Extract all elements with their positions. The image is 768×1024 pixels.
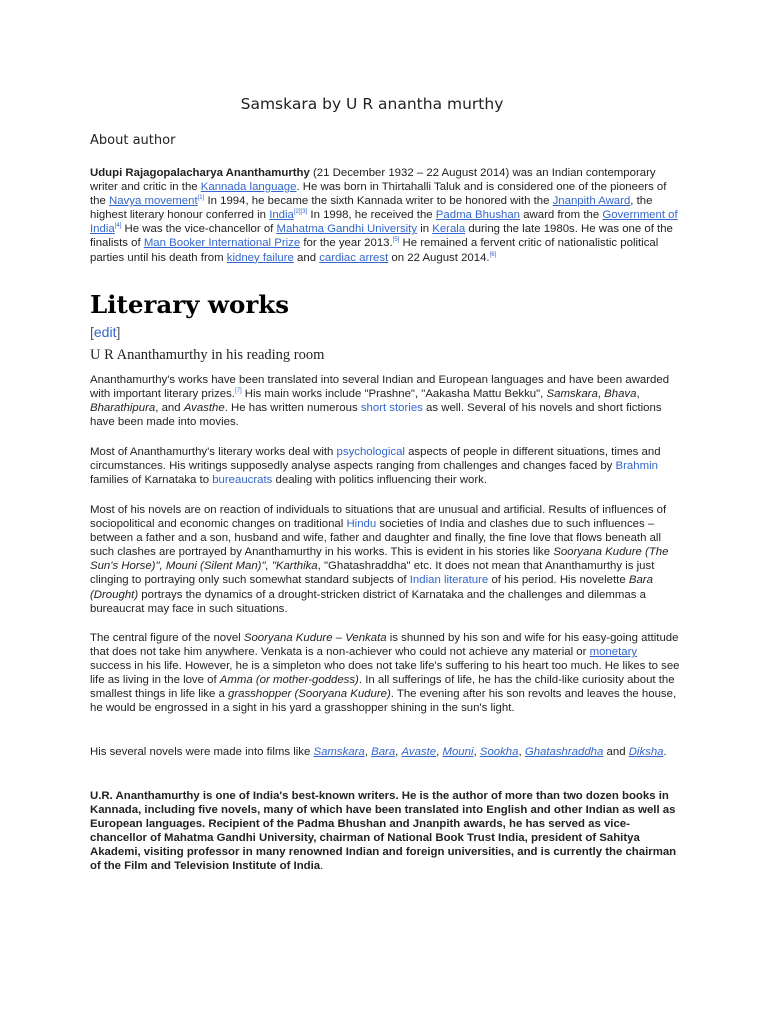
literary-works-heading: Literary works: [90, 290, 290, 319]
link-jnanpith-award[interactable]: Jnanpith Award: [552, 195, 631, 208]
text: ,: [364, 746, 372, 758]
text: He remained a fervent critic of nationalistic political parties until his death from: [90, 237, 659, 264]
edit-bracket-close: ]: [116, 324, 121, 340]
image-caption: U R Ananthamurthy in his reading room: [90, 347, 325, 363]
link-government-of-india[interactable]: Government of India: [90, 209, 678, 236]
about-author-heading: About author: [90, 133, 176, 148]
text: ,: [436, 746, 443, 758]
text: and: [603, 746, 629, 758]
text: His several novels were made into films like: [90, 746, 314, 758]
themes-paragraph: [90, 445, 680, 487]
text: for the year 2013.: [300, 237, 393, 250]
text: ,: [518, 746, 525, 758]
text: is shunned by his son and wife for his easy-going attitude that does not take him anywhere. Venkata is a non-achiever who could not achieve any material or: [90, 632, 679, 659]
text: families of Karnataka to: [90, 474, 213, 487]
text: Most of his novels are on reaction of individuals to situations that are unusual and artificial. Results of influences of sociopolitical and economic changes on traditional: [90, 504, 667, 531]
text: and: [293, 251, 320, 264]
text: , and: [155, 402, 184, 415]
edit-link[interactable]: edit: [93, 324, 117, 340]
work-title: Avasthe: [183, 402, 225, 415]
link-film-mouni[interactable]: Mouni: [442, 746, 474, 758]
link-film-diksha[interactable]: Diksha: [628, 746, 664, 758]
link-brahmin[interactable]: Brahmin: [615, 460, 658, 473]
text: .: [320, 860, 324, 873]
text: His main works include "Prashne", "Aakasha Mattu Bekku",: [241, 388, 547, 401]
link-short-stories[interactable]: short stories: [360, 402, 423, 415]
italic-phrase: grasshopper (Sooryana Kudure): [228, 688, 391, 701]
citation-7[interactable]: [7]: [234, 388, 242, 395]
summary-paragraph: [90, 789, 680, 874]
novels-paragraph: [90, 503, 680, 616]
text: Ananthamurthy's works have been translated into several Indian and European languages and have been awarded with important literary prizes.: [90, 374, 670, 401]
citation-5[interactable]: [5]: [392, 237, 400, 244]
biography-paragraph: [90, 166, 680, 265]
work-title: Bharathipura: [90, 402, 156, 415]
link-navya-movement[interactable]: Navya movement: [109, 195, 198, 208]
text: , "Ghatashraddha" etc. It does not mean that Ananthamurthy is just clinging to portraying only such somewhat standard subjects of: [90, 560, 655, 587]
work-title: Bhava: [604, 388, 637, 401]
text: dealing with politics influencing their work.: [272, 474, 487, 487]
text: . The evening after his son revolts and leaves the house, he would be engrossed in a sight in his yard a grasshopper shining in the sun's light.: [90, 688, 677, 715]
text: In 1998, he received the: [307, 209, 436, 222]
text: He was the vice-chancellor of: [121, 223, 277, 236]
link-psychological[interactable]: psychological: [336, 446, 405, 458]
text: . He was born in Thirtahalli Taluk and is considered one of the pioneers of the: [90, 181, 667, 208]
text: (21 December 1932 – 22 August 2014) was an Indian contemporary writer and critic in the: [90, 167, 656, 194]
link-film-samskara[interactable]: Samskara: [313, 746, 365, 758]
text: ,: [636, 388, 640, 401]
work-title: Samskara: [546, 388, 598, 401]
text: award from the: [520, 209, 603, 222]
italic-phrase: Amma (or mother-goddess): [219, 674, 359, 687]
link-india[interactable]: India: [269, 209, 294, 222]
text: . In all sufferings of life, he has the child-like curiosity about the smallest things in life like a: [90, 674, 675, 701]
text: , the highest literary honour conferred in: [90, 195, 653, 222]
link-kannada-language[interactable]: Kannada language: [200, 181, 297, 194]
link-monetary[interactable]: monetary: [589, 646, 638, 659]
text: ,: [395, 746, 402, 758]
link-film-sookha[interactable]: Sookha: [479, 746, 519, 758]
link-kerala[interactable]: Kerala: [432, 223, 466, 236]
venkata-paragraph: [90, 631, 680, 716]
work-title: Sooryana Kudure – Venkata: [243, 632, 387, 644]
link-film-avaste[interactable]: Avaste: [401, 746, 437, 758]
text: in: [417, 223, 433, 236]
citation-1[interactable]: [1]: [197, 195, 205, 202]
films-paragraph: [90, 745, 680, 759]
link-film-ghatashraddha[interactable]: Ghatashraddha: [524, 746, 604, 758]
link-hindu[interactable]: Hindu: [346, 518, 377, 531]
edit-section: [90, 324, 120, 340]
text: as well. Several of his novels and short fictions have been made into movies.: [90, 402, 662, 429]
link-mahatma-gandhi-university[interactable]: Mahatma Gandhi University: [276, 223, 418, 236]
text: portrays the dynamics of a drought-stricken district of Karnataka and the challenges and dilemmas a bureaucrat may face in such situations.: [90, 588, 646, 615]
text: on 22 August 2014.: [388, 251, 490, 264]
text: . He has written numerous: [224, 402, 361, 415]
citation-6[interactable]: [6]: [489, 251, 497, 258]
document-title: Samskara by U R anantha murthy: [240, 95, 504, 113]
text: ,: [597, 388, 605, 401]
edit-bracket-open: [: [90, 324, 94, 340]
link-cardiac-arrest[interactable]: cardiac arrest: [319, 251, 389, 264]
citation-2-3[interactable]: [2][3]: [293, 209, 308, 216]
link-kidney-failure[interactable]: kidney failure: [226, 251, 294, 264]
text: Most of Ananthamurthy's literary works deal with: [90, 446, 337, 458]
work-title: Sooryana Kudure (The Sun's Horse)", Mouni (Silent Man)", "Karthika: [90, 546, 669, 573]
author-full-name: Udupi Rajagopalacharya Ananthamurthy: [90, 167, 310, 179]
text: during the late 1980s. He was one of the finalists of: [90, 223, 673, 250]
text: of his period. His novelette: [488, 574, 629, 587]
link-indian-literature[interactable]: Indian literature: [409, 574, 489, 587]
citation-4[interactable]: [4]: [114, 223, 122, 230]
text: .: [663, 746, 667, 758]
bold-summary: U.R. Ananthamurthy is one of India's best-known writers. He is the author of more than two dozen books in Kannada, including five novels, many of which have been translated into English and other Indian as well as European languages. Recipient of the Padma Bhushan and Jnanpith awards, he has served as vice-chancellor of Mahatma Gandhi University, chairman of National Book Trust India, president of Sahitya Akademi, visiting professor in many renowned Indian and foreign universities, and is currently the chairman of the Film and Television Institute of India: [90, 790, 677, 873]
translations-paragraph: [90, 373, 680, 429]
text: The central figure of the novel: [90, 632, 244, 644]
work-title: Bara (Drought): [90, 574, 653, 601]
text: In 1994, he became the sixth Kannada writer to be honored with the: [204, 195, 553, 208]
text: societies of India and clashes due to such influences – between a father and a son, husband and wife, father and daughter and finally, the fine love that flows beneath all such clashes are portrayed by Ananthamurthy in his works. This is evident in his stories like: [90, 518, 661, 559]
text: success in his life. However, he is a simpleton who does not take life's suffering to his heart too much. He likes to see life as living in the love of: [90, 660, 680, 687]
link-bureaucrats[interactable]: bureaucrats: [212, 474, 273, 487]
link-film-bara[interactable]: Bara: [371, 746, 396, 758]
text: ,: [473, 746, 480, 758]
link-padma-bhushan[interactable]: Padma Bhushan: [435, 209, 521, 222]
text: aspects of people in different situations, times and circumstances. His writings supposedly analyse aspects ranging from challenges and changes faced by: [90, 446, 661, 473]
link-man-booker-prize[interactable]: Man Booker International Prize: [143, 237, 301, 250]
